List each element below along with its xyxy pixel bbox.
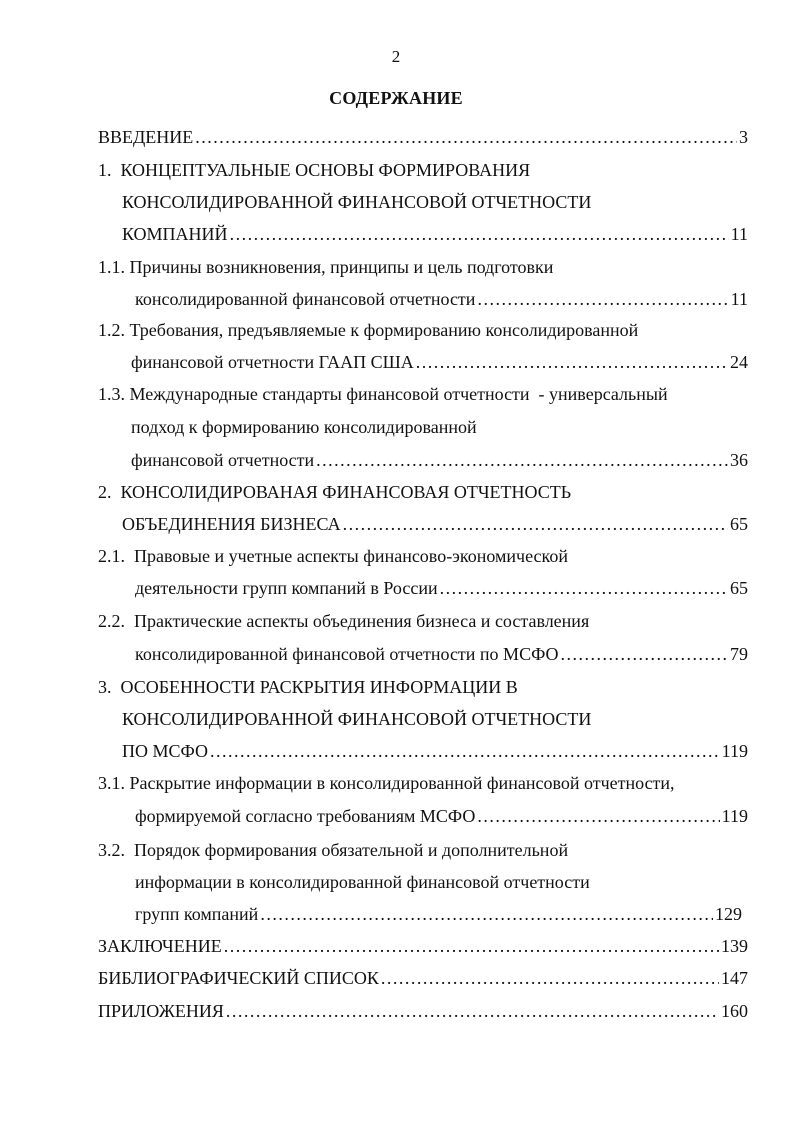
toc-chapter-1-line2[interactable]: КОНСОЛИДИРОВАННОЙ ФИНАНСОВОЙ ОТЧЕТНОСТИ [122, 192, 592, 212]
toc-section-1-3-line2[interactable]: подход к формированию консолидированной [131, 417, 477, 437]
toc-chapter-1-line1[interactable]: 1. КОНЦЕПТУАЛЬНЫЕ ОСНОВЫ ФОРМИРОВАНИЯ [98, 160, 531, 180]
toc-page-number: 119 [721, 806, 748, 826]
dot-leader [210, 741, 720, 762]
dot-leader [226, 1001, 719, 1022]
toc-page-number: 36 [730, 450, 748, 470]
dot-leader [561, 644, 728, 665]
toc-page-number: 79 [730, 644, 748, 664]
toc-section-1-1-line1[interactable]: 1.1. Причины возникновения, принципы и цель подготовки [98, 257, 554, 277]
toc-section-1-1-line2[interactable]: консолидированной финансовой отчетности ..... 11 [135, 289, 748, 313]
toc-chapter-1-line3[interactable]: КОМПАНИЙ ..... 11 [122, 224, 748, 248]
dot-leader [224, 936, 719, 957]
toc-page-number: 11 [730, 289, 748, 309]
toc-chapter-3-line3[interactable]: ПО МСФО ..... 119 [122, 741, 748, 765]
dot-leader [195, 127, 737, 148]
toc-page-number: 129 [715, 904, 742, 924]
toc-chapter-2-line1[interactable]: 2. КОНСОЛИДИРОВАНАЯ ФИНАНСОВАЯ ОТЧЕТНОСТЬ [98, 482, 572, 502]
toc-section-3-1-line2[interactable]: формируемой согласно требованиям МСФО ..... 119 [135, 806, 748, 830]
dot-leader [316, 450, 728, 471]
dot-leader [416, 352, 728, 373]
toc-section-2-1-line1[interactable]: 2.1. Правовые и учетные аспекты финансово-экономической [98, 546, 568, 566]
toc-page-number: 11 [730, 224, 748, 244]
dot-leader [260, 904, 713, 925]
dot-leader [381, 968, 719, 989]
toc-page-number: 119 [721, 741, 748, 761]
page-number: 2 [391, 47, 401, 66]
toc-chapter-2-line2[interactable]: ОБЪЕДИНЕНИЯ БИЗНЕСА ..... 65 [122, 514, 748, 538]
toc-chapter-3-line1[interactable]: 3. ОСОБЕННОСТИ РАСКРЫТИЯ ИНФОРМАЦИИ В [98, 677, 518, 697]
page-title: СОДЕРЖАНИЕ [329, 88, 463, 108]
toc-section-2-2-line1[interactable]: 2.2. Практические аспекты объединения бизнеса и составления [98, 611, 590, 631]
toc-page-number: 3 [739, 127, 748, 147]
dot-leader [440, 578, 728, 599]
toc-chapter-3-line2[interactable]: КОНСОЛИДИРОВАННОЙ ФИНАНСОВОЙ ОТЧЕТНОСТИ [122, 709, 592, 729]
toc-page-number: 147 [721, 968, 748, 988]
toc-section-3-1-line1[interactable]: 3.1. Раскрытие информации в консолидированной финансовой отчетности, [98, 773, 675, 793]
toc-page-number: 24 [730, 352, 748, 372]
dot-leader [477, 289, 728, 310]
toc-page-number: 65 [730, 578, 748, 598]
toc-section-1-3-line1[interactable]: 1.3. Международные стандарты финансовой отчетности - универсальный [98, 384, 668, 404]
toc-page-number: 65 [730, 514, 748, 534]
toc-entry-intro[interactable] [98, 127, 748, 151]
toc-section-3-2-line3[interactable]: групп компаний ..... 129 [135, 904, 742, 928]
dot-leader [477, 806, 719, 827]
toc-section-1-3-line3[interactable]: финансовой отчетности ..... 36 [131, 450, 748, 474]
toc-section-3-2-line2[interactable]: информации в консолидированной финансовой отчетности [135, 872, 590, 892]
dot-leader [343, 514, 728, 535]
dot-leader [230, 224, 729, 245]
toc-entry-bibliography[interactable]: БИБЛИОГРАФИЧЕСКИЙ СПИСОК ..... 147 [98, 968, 748, 992]
toc-page-number: 160 [721, 1001, 748, 1021]
toc-section-1-2-line1[interactable]: 1.2. Требования, предъявляемые к формированию консолидированной [98, 320, 639, 340]
toc-entry-text: ВВЕДЕНИЕ [98, 127, 194, 147]
toc-section-1-2-line2[interactable]: финансовой отчетности ГААП США ..... 24 [131, 352, 748, 376]
toc-entry-appendices[interactable]: ПРИЛОЖЕНИЯ ..... 160 [98, 1001, 748, 1025]
toc-section-2-2-line2[interactable]: консолидированной финансовой отчетности по МСФО ..... 79 [135, 644, 748, 668]
toc-section-3-2-line1[interactable]: 3.2. Порядок формирования обязательной и дополнительной [98, 840, 569, 860]
toc-page-number: 139 [721, 936, 748, 956]
toc-entry-conclusion[interactable]: ЗАКЛЮЧЕНИЕ ..... 139 [98, 936, 748, 960]
toc-section-2-1-line2[interactable]: деятельности групп компаний в России ..... 65 [135, 578, 748, 602]
